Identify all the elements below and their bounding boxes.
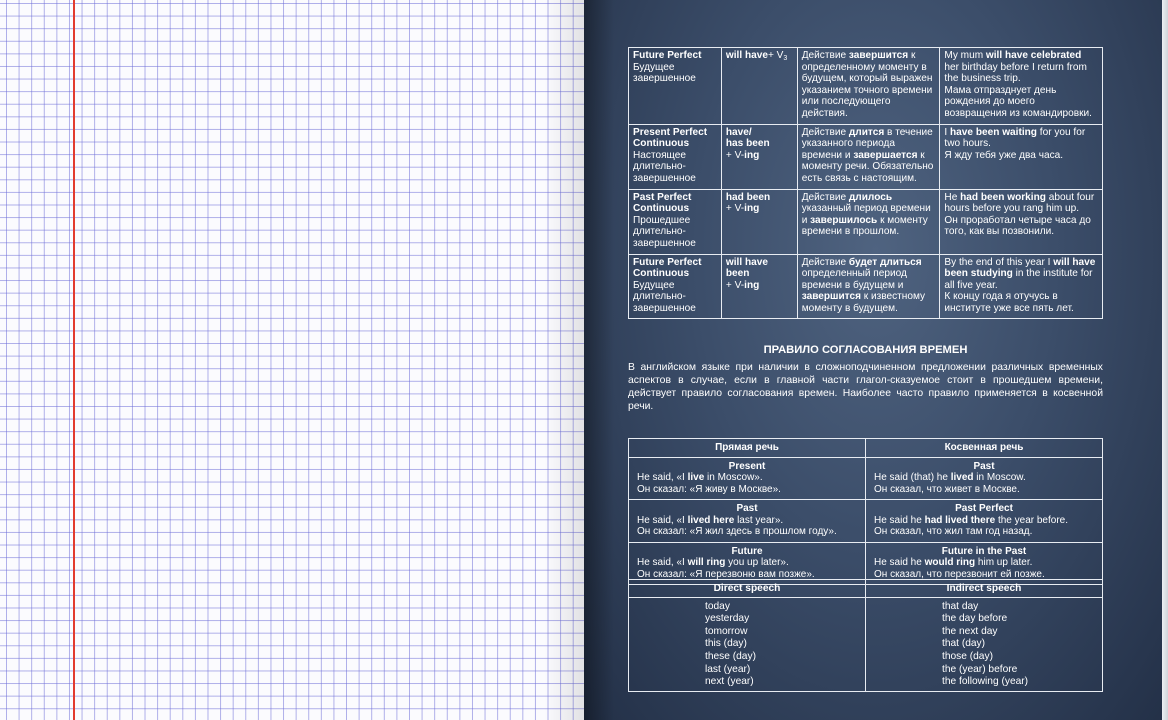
indirect-word: the day before — [942, 613, 1008, 625]
text-run: had been — [725, 191, 771, 203]
text-run: will have been — [725, 256, 768, 280]
text-run: about four hours before you rang him up. — [944, 191, 1095, 215]
tense-row — [629, 189, 1103, 254]
text-run: указанный период времени и — [801, 203, 931, 226]
indirect-words-header: Indirect speech — [866, 580, 1103, 598]
text-run: He said, «I — [637, 514, 688, 526]
tense-name-ru: завершенное — [633, 172, 696, 184]
rule-title: ПРАВИЛО СОГЛАСОВАНИЯ ВРЕМЕН — [763, 344, 968, 356]
tense-name-ru: Будущее — [633, 61, 675, 73]
direct-ru: Он сказал: «Я живу в Москве». — [637, 483, 781, 495]
speech-row — [629, 500, 1103, 543]
time-words-table — [628, 579, 1103, 692]
text-run: has been — [725, 138, 770, 150]
text-run: He said he — [874, 514, 925, 526]
tense-name-cell — [629, 124, 722, 189]
indirect-word: that day — [942, 600, 979, 612]
indirect-ru: Он сказал, что живет в Москве. — [874, 483, 1020, 495]
page-edge — [1162, 0, 1168, 720]
tense-meaning-cell — [797, 189, 940, 254]
direct-word: these (day) — [705, 650, 756, 662]
text-run: in Moscow». — [704, 472, 763, 483]
tense-example-cell — [940, 254, 1103, 319]
text-run: ing — [744, 149, 760, 161]
direct-word: yesterday — [705, 613, 750, 625]
direct-tense: Past — [736, 503, 758, 514]
direct-speech-cell — [629, 500, 866, 543]
text-run: in Moscow. — [973, 472, 1026, 483]
indirect-ru: Он сказал, что перезвонит ей позже. — [874, 568, 1045, 580]
tense-name-ru: Настоящее — [633, 149, 686, 161]
tense-example-ru: К концу года я отучусь в институте уже все пять лет. — [944, 291, 1074, 314]
text-run: have been waiting — [950, 126, 1037, 138]
tense-row — [629, 254, 1103, 319]
tense-name: Present Perfect Continuous — [633, 126, 708, 150]
indirect-tense: Past Perfect — [955, 503, 1013, 514]
text-run: in the institute for all five year. — [944, 268, 1093, 291]
indirect-tense: Future in the Past — [941, 545, 1027, 557]
text-run: last year». — [734, 514, 784, 526]
direct-word: today — [705, 600, 730, 612]
direct-words-header: Direct speech — [629, 580, 866, 598]
direct-speech-cell — [629, 457, 866, 500]
text-run: will have celebrated — [985, 50, 1082, 61]
text-run: к моменту времени в прошлом. — [801, 214, 928, 238]
grammar-reference-page — [584, 0, 1168, 720]
indirect-tense: Past — [973, 460, 995, 472]
text-run: Действие — [801, 191, 849, 203]
direct-words-cell — [629, 597, 866, 691]
text-run: длилось — [848, 191, 893, 203]
text-run: would ring — [924, 557, 976, 568]
tenses-table — [628, 47, 1103, 319]
text-run: lived here — [687, 514, 735, 526]
direct-tense: Future — [731, 545, 763, 557]
tense-name-ru: длительно- — [633, 291, 686, 303]
gutter-shadow — [584, 0, 614, 720]
indirect-word: the (year) before — [942, 663, 1018, 675]
tense-name-ru: завершенное — [633, 302, 696, 314]
text-run: длится — [848, 126, 885, 138]
direct-ru: Он сказал: «Я перезвоню вам позже». — [637, 568, 815, 580]
text-run: + V- — [725, 279, 745, 291]
text-run: ing — [744, 279, 760, 291]
tense-row — [629, 48, 1103, 125]
indirect-speech-cell — [866, 500, 1103, 543]
text-run: him up later. — [975, 557, 1033, 568]
text-run: завершилось — [810, 214, 878, 226]
text-run: 3 — [783, 55, 788, 62]
text-run: live — [687, 472, 705, 483]
tense-meaning-cell — [797, 254, 940, 319]
text-run: к определенному моменту в будущем, который выражен указанием точного времени или последующего действия. — [801, 50, 933, 119]
text-run: в течение указанного периода времени и — [801, 126, 933, 161]
direct-word: next (year) — [705, 676, 754, 688]
text-run: will ring — [687, 557, 726, 568]
tense-form-cell — [721, 189, 797, 254]
tense-name-ru: Прошедшее — [633, 214, 691, 226]
indirect-word: the next day — [942, 625, 998, 637]
text-run: lived — [950, 472, 974, 483]
text-run: the year before. — [995, 514, 1068, 526]
text-run: ing — [744, 203, 760, 215]
tense-form-cell — [721, 254, 797, 319]
text-run: He — [944, 191, 961, 203]
indirect-speech-cell — [866, 457, 1103, 500]
tense-name-ru: завершенное — [633, 73, 696, 85]
text-run: Действие — [801, 126, 849, 138]
text-run: By the end of this year I — [944, 256, 1054, 268]
text-run: определенный период времени в будущем и — [801, 268, 907, 291]
direct-word: last (year) — [705, 663, 751, 675]
speech-row — [629, 457, 1103, 500]
text-run: He said, «I — [637, 472, 688, 483]
tense-example-ru: Он проработал четыре часа до того, как вы позвонили. — [944, 214, 1091, 238]
text-run: будет длиться — [848, 256, 922, 268]
text-run: had been working — [960, 191, 1046, 203]
tense-form-cell — [721, 124, 797, 189]
tense-name-cell — [629, 48, 722, 125]
text-run: He said (that) he — [874, 472, 951, 483]
tense-name: Future Perfect Continuous — [633, 256, 702, 280]
text-run: завершается — [853, 149, 918, 161]
indirect-words-cell — [866, 597, 1103, 691]
indirect-word: that (day) — [942, 638, 986, 650]
tense-example-ru: Я жду тебя уже два часа. — [944, 149, 1064, 161]
text-run: for you for two hours. — [944, 126, 1086, 150]
text-run: + V- — [725, 203, 745, 215]
text-run: Действие — [801, 256, 849, 268]
direct-speech-header: Прямая речь — [629, 439, 866, 458]
text-run: + V- — [725, 149, 745, 161]
tense-name-ru: длительно- — [633, 161, 686, 173]
tense-example-cell — [940, 48, 1103, 125]
direct-ru: Он сказал: «Я жил здесь в прошлом году». — [637, 526, 837, 537]
margin-line — [73, 0, 75, 720]
tense-name: Future Perfect — [633, 50, 702, 61]
text-run: He said, «I — [637, 557, 688, 568]
text-run: I — [944, 126, 951, 138]
indirect-word: those (day) — [942, 650, 993, 662]
tense-name-ru: завершенное — [633, 237, 696, 249]
tense-example-ru: Мама отпразднует день рождения до моего возвращения из командировки. — [944, 84, 1092, 119]
text-run: you up later». — [725, 557, 789, 568]
tense-form-cell — [721, 48, 797, 125]
text-run: had lived there — [924, 514, 996, 526]
text-run: have/ — [725, 126, 752, 138]
text-run: her birthday before I return from the business trip. — [944, 61, 1087, 85]
tense-meaning-cell — [797, 124, 940, 189]
text-run: завершится — [848, 50, 909, 61]
tense-example-cell — [940, 189, 1103, 254]
tense-name: Past Perfect Continuous — [633, 191, 692, 215]
text-run: к известному моменту в будущем. — [801, 291, 926, 314]
tense-name-cell — [629, 254, 722, 319]
gutter-shadow — [544, 0, 584, 720]
tense-name-ru: длительно- — [633, 226, 686, 238]
text-run: Действие — [801, 50, 849, 61]
tense-row — [629, 124, 1103, 189]
text-run: He said he — [874, 557, 925, 568]
tense-example-cell — [940, 124, 1103, 189]
rule-text: В английском языке при наличии в сложноподчиненном предложении различных временных аспектов в случае, если в главной части глагол-сказуемое стоит в прошедшем времени, действует правило согласования времен. Наиболее часто правило применяется в косвенной речи. — [628, 362, 1103, 412]
reported-speech-table — [628, 438, 1103, 585]
indirect-speech-header: Косвенная речь — [866, 439, 1103, 458]
direct-word: tomorrow — [705, 625, 748, 637]
text-run: + V — [767, 50, 784, 61]
direct-word: this (day) — [705, 638, 747, 650]
indirect-word: the following (year) — [942, 676, 1029, 688]
text-run: will have — [725, 50, 768, 61]
text-run: My mum — [944, 50, 986, 61]
indirect-ru: Он сказал, что жил там год назад. — [874, 526, 1033, 537]
direct-tense: Present — [728, 460, 766, 472]
tense-meaning-cell — [797, 48, 940, 125]
text-run: will have been studying — [944, 256, 1096, 280]
text-run: завершится — [801, 291, 861, 303]
tense-name-ru: Будущее — [633, 279, 675, 291]
tense-name-cell — [629, 189, 722, 254]
text-run: к моменту речи. Обязательно есть связь с настоящим. — [801, 149, 934, 184]
